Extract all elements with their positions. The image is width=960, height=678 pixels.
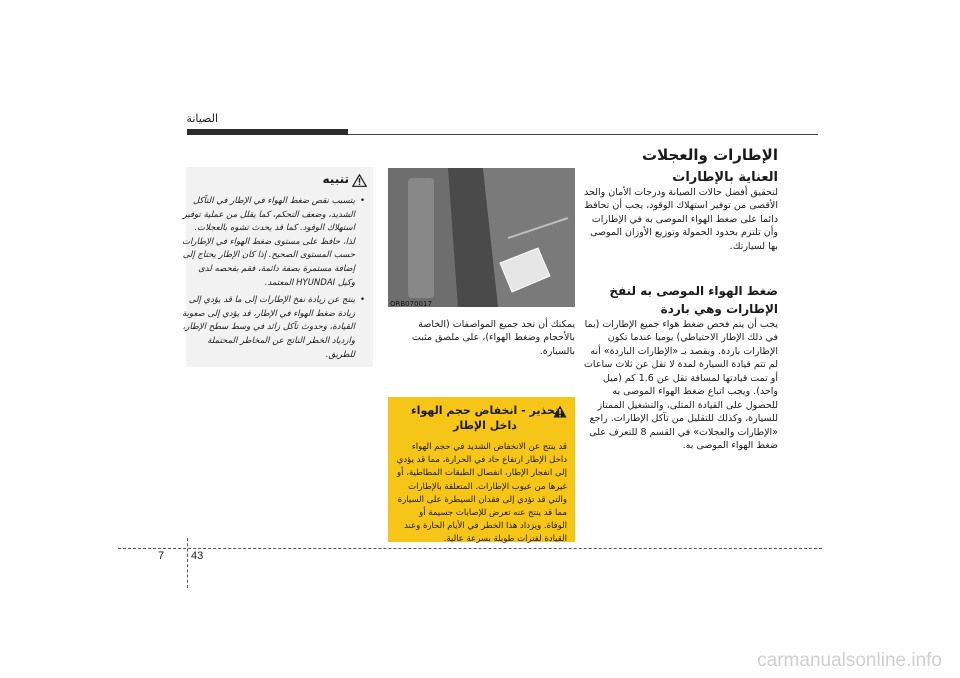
watermark: carmanualsonline.info — [757, 650, 942, 671]
warning-title: تحذير - انخفاض حجم الهواء داخل الإطار — [411, 404, 559, 433]
footer-rule — [118, 548, 822, 549]
caution-triangle-icon — [352, 172, 367, 191]
notice-list — [181, 195, 365, 366]
paragraph-cold-pressure: يجب أن يتم فحص ضغط هواء جميع الإطارات (بما في ذلك الإطار الاحتياطي) يوميا عندما تكون الإطارات باردة. ويقصد بـ «الإطارات الباردة» أنه لم تتم قيادة السيارة لمدة لا تقل عن ثلاث ساعات أو تمت قيادتها لمسافة تقل عن 1.6 كم (ميل واحد). ويجب اتباع ضغط الهواء الموصى به للحصول على القيادة المثلى، والتشغيل الممتاز للسيارة، وكذلك للتقليل من تآكل الإطارات. راجع «الإطارات والعجلات» في القسم 8 للتعرف على ضغط الهواء الموصى به. — [583, 319, 778, 452]
paragraph-tire-care: لتحقيق أفضل حالات الصيانة ودرجات الأمان والحد الأقصى من توفير استهلاك الوقود، يجب أن تحافظ دائما على ضغط الهواء الموصى به في الإطارات وأن تلتزم بحدود الحمولة وتوزيع الأوزان الموصى بها لسيارتك. — [584, 187, 778, 252]
page-number: 43 — [191, 550, 204, 562]
notice-item: • يتسبب نقص ضغط الهواء في الإطار في التآكل الشديد، وضعف التحكم، كما يقلل من عملية توفير استهلاك الوقود. كما قد يحدث تشوه بالعجلات. لذا، حافظ على مستوى ضغط الهواء في الإطارات حسب المستوى الصحيح. إذا كان الإطار يحتاج إلى إضافة مستمرة بصفة دائمة، فقم بفحصه لدى وكيل HYUNDAI المعتمد. — [181, 195, 355, 290]
main-heading: الإطارات والعجلات — [642, 146, 778, 164]
photo-code: ORB070017 — [390, 300, 432, 308]
notice-title: تنبيه — [322, 172, 349, 186]
warning-text: قد ينتج عن الانخفاض الشديد في حجم الهواء داخل الإطار ارتفاع حاد في الحرارة، مما قد يؤدي إلى انفجار الإطار، انفصال الطبقات المطاطية، أو غيرها من عيوب الإطارات. المتعلقة بالإطارات والتي قد تؤدي إلى فقدان السيطرة على السيارة مما قد ينتج عنه تعرض للإصابات جسيمة أو الوفاة. ويزداد هذا الخطر في الأيام الحارة وعند القيادة لفترات طويلة بسرعة عالية. — [396, 442, 567, 545]
door-pillar-illustration — [388, 168, 575, 307]
sub-heading-cold-pressure: ضغط الهواء الموصى به لنفخ الإطارات وهي باردة — [609, 284, 778, 316]
chapter-number: 7 — [158, 550, 165, 562]
notice-item: • ينتج عن زيادة نفخ الإطارات إلى ما قد يؤدي إلى زيادة ضغط الهواء في الإطار، قد يؤدي إلى صعوبة القيادة، وحدوث تآكل زائد في وسط سطح الإطار، وازدياد الخطر الناتج عن المخاطر المحتملة للطريق. — [181, 294, 355, 362]
footer-divider — [187, 538, 188, 588]
header-rule-thick — [187, 129, 348, 135]
warning-box — [388, 397, 575, 545]
section-label: الصيانة — [186, 112, 218, 125]
notice-box — [182, 167, 373, 367]
photo-caption: يمكنك أن تجد جميع المواصفات (الخاصة بالأحجام وضغط الهواء)، على ملصق مثبت بالسيارة. — [411, 319, 575, 357]
header-rule-thin — [348, 134, 818, 135]
sub-heading-tire-care: العناية بالإطارات — [672, 170, 778, 185]
door-pillar-label-photo — [388, 168, 575, 307]
